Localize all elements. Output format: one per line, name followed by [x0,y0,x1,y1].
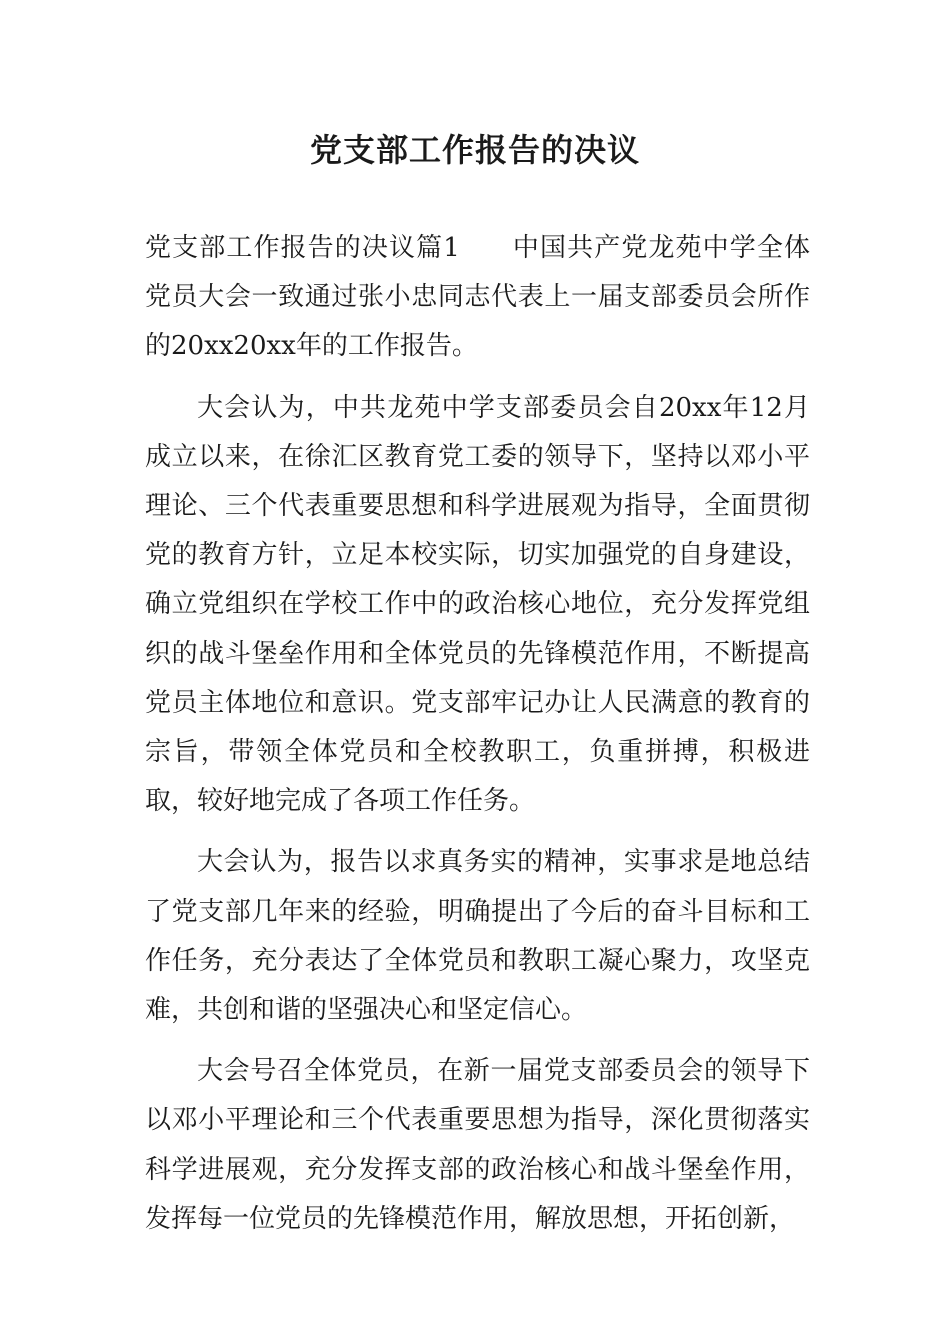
paragraph-3: 大会认为，报告以求真务实的精神，实事求是地总结了党支部几年来的经验，明确提出了今后的奋斗目标和工作任务，充分表达了全体党员和教职工凝心聚力，攻坚克难，共创和谐的坚强决心和坚定信心。 [145,847,810,1026]
document-body [145,224,810,1256]
document-title: 党支部工作报告的决议 [309,131,640,169]
paragraph-1 [145,224,810,372]
paragraph-2: 大会认为，中共龙苑中学支部委员会自20xx年12月成立以来，在徐汇区教育党工委的领导下，坚持以邓小平理论、三个代表重要思想和科学进展观为指导，全面贯彻党的教育方针，立足本校实际，切实加强党的自身建设，确立党组织在学校工作中的政治核心地位，充分发挥党组织的战斗堡垒作用和全体党员的先锋模范作用，不断提高党员主体地位和意识。党支部牢记办让人民满意的教育的宗旨，带领全体党员和全校教职工，负重拼搏，积极进取，较好地完成了各项工作任务。 [145,392,810,817]
paragraph-4: 大会号召全体党员，在新一届党支部委员会的领导下以邓小平理论和三个代表重要思想为指导，深化贯彻落实科学进展观，充分发挥支部的政治核心和战斗堡垒作用，发挥每一位党员的先锋模范作用，解放思想，开拓创新， [145,1056,810,1234]
paragraph-text: 中国共产党龙苑中学全体党员大会一致通过张小忠同志代表上一届支部委员会所作的20xx20xx年的工作报告。 [145,233,810,362]
section-heading: 党支部工作报告的决议篇1 [145,233,460,263]
